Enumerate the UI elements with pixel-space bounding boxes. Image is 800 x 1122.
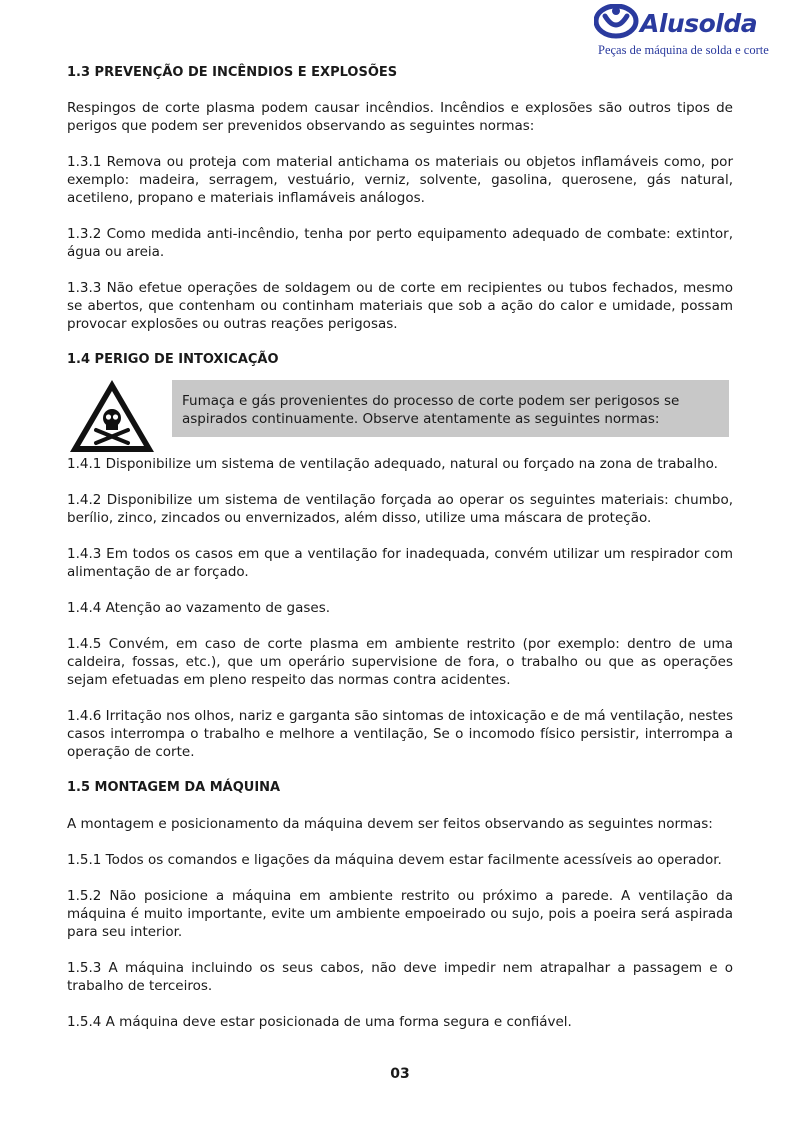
paragraph: 1.3.2 Como medida anti-incêndio, tenha por perto equipamento adequado de combate: extintor, água ou areia. [67, 226, 733, 260]
paragraph: Respingos de corte plasma podem causar incêndios. Incêndios e explosões são outros tipos de perigos que podem ser prevenidos observando as seguintes normas: [67, 100, 733, 134]
section-title-1-3: 1.3 PREVENÇÃO DE INCÊNDIOS E EXPLOSÕES [67, 65, 398, 80]
paragraph: 1.5.3 A máquina incluindo os seus cabos, não deve impedir nem atrapalhar a passagem e o trabalho de terceiros. [67, 960, 733, 994]
skull-warning-icon [67, 377, 157, 455]
paragraph: 1.5.4 A máquina deve estar posicionada de uma forma segura e confiável. [67, 1014, 572, 1030]
section-title-1-5: 1.5 MONTAGEM DA MÁQUINA [67, 780, 281, 795]
brand-name: Alusolda [640, 9, 758, 38]
paragraph: 1.5.1 Todos os comandos e ligações da máquina devem estar facilmente acessíveis ao operador. [67, 852, 722, 868]
warning-callout [67, 377, 733, 455]
paragraph: 1.3.3 Não efetue operações de soldagem ou de corte em recipientes ou tubos fechados, mesmo se abertos, que contenham ou continham materiais que sob a ação do calor e umidade, possam provocar explosões ou outras reações perigosas. [67, 280, 733, 332]
section-title-1-4: 1.4 PERIGO DE INTOXICAÇÃO [67, 352, 279, 367]
paragraph: 1.5.2 Não posicione a máquina em ambiente restrito ou próximo a parede. A ventilação da máquina é muito importante, evite um ambiente empoeirado ou sujo, pois a poeira será aspirada para seu interior. [67, 888, 733, 940]
paragraph: 1.4.3 Em todos os casos em que a ventilação for inadequada, convém utilizar um respirador com alimentação de ar forçado. [67, 546, 733, 580]
warning-box: Fumaça e gás provenientes do processo de corte podem ser perigosos se aspirados continuamente. Observe atentamente as seguintes normas: [172, 380, 729, 437]
brand-logo [590, 4, 795, 62]
paragraph: 1.3.1 Remova ou proteja com material antichama os materiais ou objetos inflamáveis como, por exemplo: madeira, serragem, vestuário, verniz, solvente, gasolina, querosene, gás natural, acetileno, propano e materiais inflamáveis análogos. [67, 154, 733, 206]
paragraph: 1.4.2 Disponibilize um sistema de ventilação forçada ao operar os seguintes materiais: chumbo, berílio, zinco, zincados ou envernizados, além disso, utilize uma máscara de proteção. [67, 492, 733, 526]
paragraph: A montagem e posicionamento da máquina devem ser feitos observando as seguintes normas: [67, 816, 713, 832]
paragraph: 1.4.1 Disponibilize um sistema de ventilação adequado, natural ou forçado na zona de trabalho. [67, 456, 718, 472]
brand-tagline: Peças de máquina de solda e corte [598, 43, 769, 57]
alusolda-logo-icon [594, 4, 642, 40]
paragraph: 1.4.5 Convém, em caso de corte plasma em ambiente restrito (por exemplo: dentro de uma caldeira, fossas, etc.), que um operário supervisione de fora, o trabalho ou que as operações sejam efetuadas em pleno respeito das normas contra acidentes. [67, 636, 733, 688]
page-number: 03 [390, 1066, 410, 1082]
paragraph: 1.4.4 Atenção ao vazamento de gases. [67, 600, 331, 616]
paragraph: 1.4.6 Irritação nos olhos, nariz e garganta são sintomas de intoxicação e de má ventilação, nestes casos interrompa o trabalho e melhore a ventilação, Se o incomodo físico persistir, interrompa a operação de corte. [67, 708, 733, 760]
document-body [67, 64, 733, 1031]
